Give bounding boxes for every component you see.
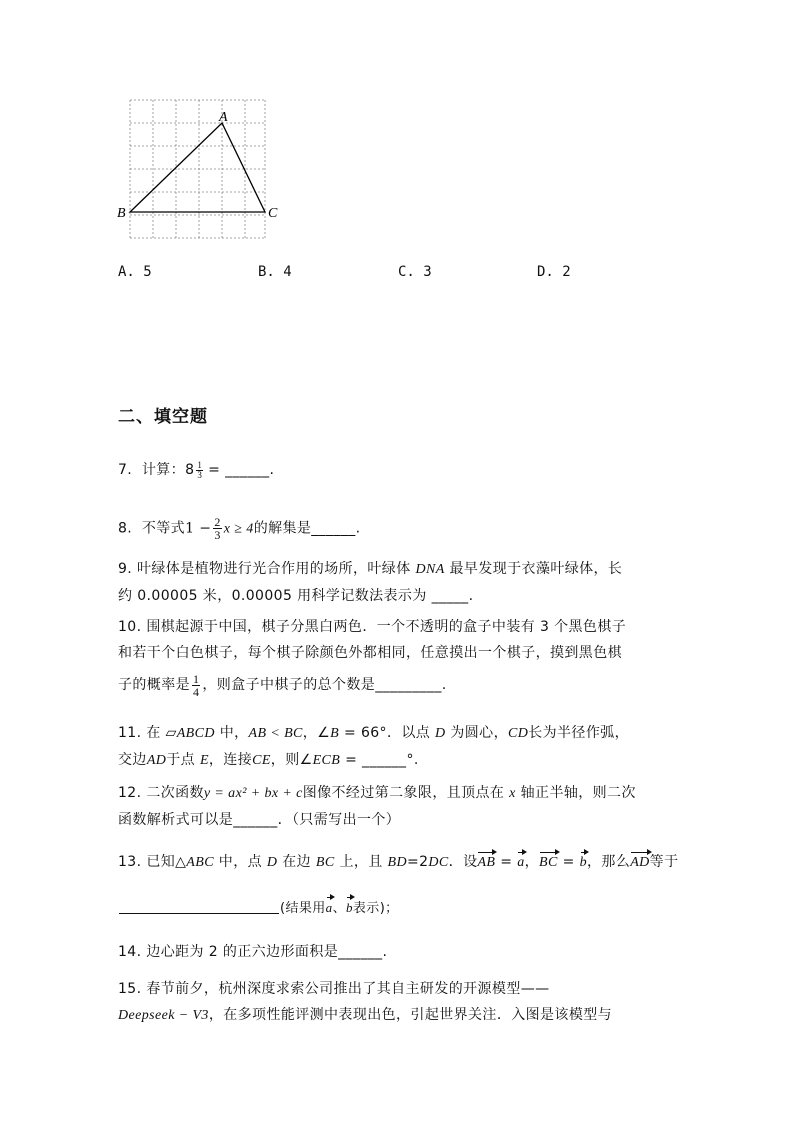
vector-ab: AB (477, 853, 495, 873)
vector-a: a (517, 853, 524, 873)
question-10: 10. 围棋起源于中国，棋子分黑白两色．一个不透明的盒子中装有 3 个黑色棋子 和若干个白色棋子，每个棋子除颜色外都相同，任意摸出一个棋子，摸到黑色棋 子的概率是 $\frac{1}{4}$ ，则盒子中棋子的总个数是_________. (118, 619, 627, 699)
question-14: 14. 边心距为 2 的正六边形面积是______. (118, 944, 388, 960)
choice-value: 5 (143, 264, 152, 280)
question-13-line-2: (结果用a、b表示)； (118, 898, 399, 919)
question-12: 12. 二次函数y = ax² + bx + c图像不经过第二象限，且顶点在 x 轴正半轴，则二次 函数解析式可以是______．（只需写出一个） (118, 785, 636, 828)
choice-value: 3 (423, 264, 432, 280)
choice-label: C. (398, 264, 415, 280)
choice-c (398, 264, 432, 280)
exponent-fraction: $\frac{1}{3}$ (197, 460, 203, 480)
choice-b (258, 264, 292, 280)
choice-value: 2 (562, 264, 571, 280)
vector-bc: BC (539, 853, 558, 873)
answer-blank (119, 899, 279, 914)
choice-a (118, 264, 152, 280)
fraction: $\frac{2}{3}$ (214, 515, 221, 542)
vector-b: b (580, 853, 587, 873)
point-label-b: B (117, 206, 126, 221)
question-11: 11. 在 ▱ABCD 中，AB < BC，∠B = 66°．以点 D 为圆心，CD长为半径作弧， 交边AD于点 E，连接CE，则∠ECB = ______°. (118, 725, 630, 768)
vector-b: b (346, 898, 353, 918)
point-label-c: C (268, 206, 278, 221)
choice-label: B. (258, 264, 275, 280)
question-15: 15. 春节前夕，杭州深度求索公司推出了其自主研发的开源模型—— Deepseek − V3，在多项性能评测中表现出色，引起世界关注．入图是该模型与 (118, 981, 613, 1023)
vector-ad: AD (630, 853, 649, 873)
choice-value: 4 (283, 264, 292, 280)
question-8: 8. 不等式1 − $\frac{2}{3}$ x ≥ 4的解集是______. (118, 515, 361, 542)
vector-a: a (326, 898, 333, 918)
fraction: $\frac{1}{4}$ (193, 671, 200, 699)
choice-label: D. (537, 264, 554, 280)
choice-label: A. (118, 264, 135, 280)
triangle-grid-figure (115, 95, 285, 245)
choice-d (537, 264, 571, 280)
point-label-a: A (219, 110, 228, 125)
question-9: 9. 叶绿体是植物进行光合作用的场所，叶绿体 DNA 最早发现于衣藻叶绿体，长 约 0.00005 米，0.00005 用科学记数法表示为 _____. (118, 561, 623, 604)
section-title: 二、填空题 (118, 407, 208, 427)
question-7: 7. 计算：8 $\frac{1}{3}$ = ______. (118, 460, 275, 480)
question-13: 13. 已知△ABC 中，点 D 在边 BC 上，且 BD=2DC．设AB = a，BC = b，那么AD等于 (118, 852, 678, 873)
